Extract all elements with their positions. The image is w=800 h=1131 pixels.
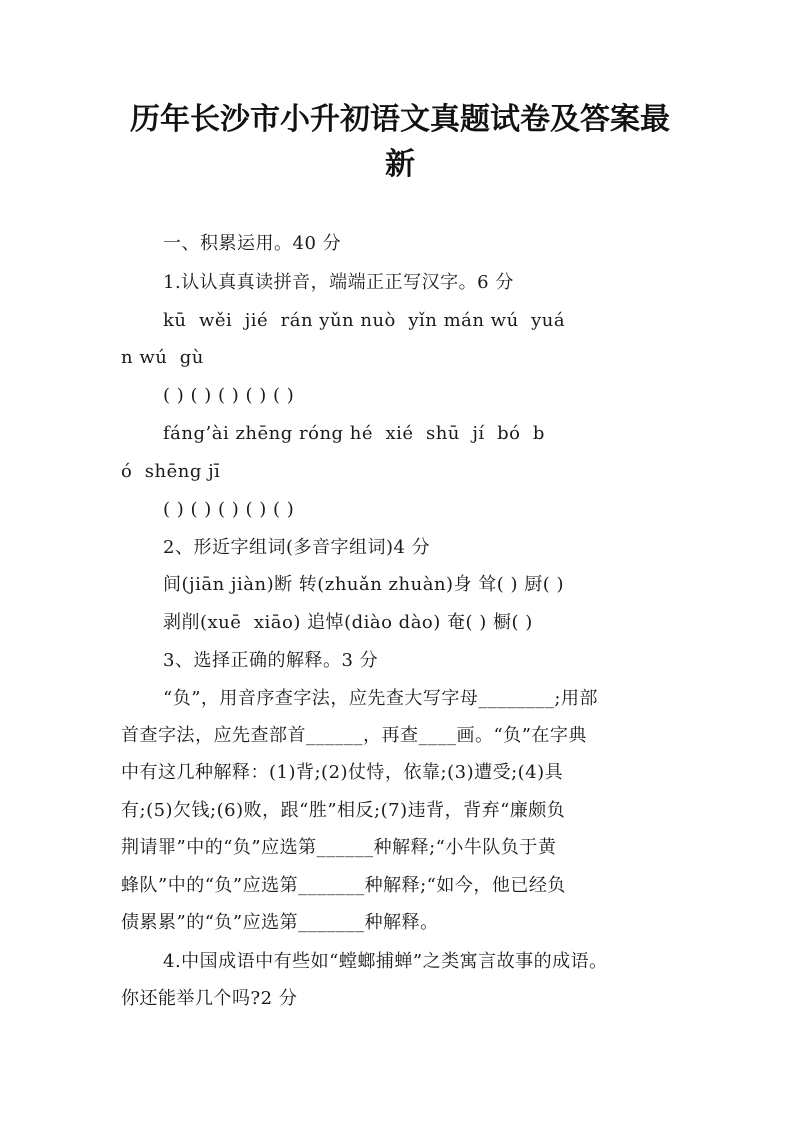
question-3-paragraph-line-2: 首查字法，应先查部首______，再查____画。“负”在字典 [121, 725, 587, 746]
document-title-line-1: 历年长沙市小升初语文真题试卷及答案最 [130, 102, 670, 137]
question-3-heading: 3、选择正确的解释。3 分 [163, 650, 379, 671]
question-4-line-2: 你还能举几个吗?2 分 [121, 988, 298, 1009]
document-title-line-2: 新 [385, 147, 415, 182]
pinyin-row-1-continued: n wú gù [121, 347, 204, 368]
question-3-paragraph-line-3: 中有这几种解释：(1)背;(2)仗恃，依靠;(3)遭受;(4)具 [121, 762, 564, 783]
question-3-paragraph-line-5: 荆请罪”中的“负”应选第______种解释;“小牛队负于黄 [121, 837, 557, 858]
question-3-paragraph-line-6: 蜂队”中的“负”应选第_______种解释;“如今，他已经负 [121, 875, 566, 896]
section-heading-accumulation: 一、积累运用。40 分 [163, 233, 342, 254]
question-3-paragraph-line-4: 有;(5)欠钱;(6)败，跟“胜”相反;(7)违背，背弃“廉颇负 [121, 800, 566, 821]
question-1-heading: 1.认认真真读拼音，端端正正写汉字。6 分 [163, 272, 514, 293]
question-3-paragraph-line-1: “负”，用音序查字法，应先查大写字母________;用部 [163, 688, 598, 709]
question-3-paragraph-line-7: 债累累”的“负”应选第_______种解释。 [121, 912, 439, 933]
question-2-row-1: 间(jiān jiàn)断 转(zhuǎn zhuàn)身 耸( ) 厨( ) [163, 574, 565, 595]
question-2-heading: 2、形近字组词(多音字组词)4 分 [163, 537, 431, 558]
question-2-row-2: 剥削(xuē xiāo) 追悼(diào dào) 奄( ) 橱( ) [163, 612, 533, 633]
pinyin-row-2: fáng’ài zhēng róng hé xié shū jí bó b [163, 423, 545, 444]
pinyin-row-2-continued: ó shēng jī [121, 461, 221, 482]
answer-blanks-row-1: ( ) ( ) ( ) ( ) ( ) [163, 385, 295, 406]
pinyin-row-1: kū wěi jié rán yǔn nuò yǐn mán wú yuá [163, 310, 566, 331]
question-4-line-1: 4.中国成语中有些如“螳螂捕蝉”之类寓言故事的成语。 [163, 951, 608, 972]
answer-blanks-row-2: ( ) ( ) ( ) ( ) ( ) [163, 499, 295, 520]
